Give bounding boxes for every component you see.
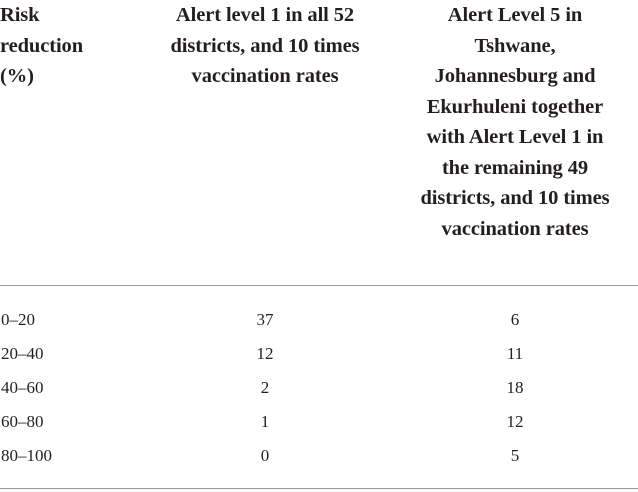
header-line: districts, and 10 times — [420, 187, 610, 209]
cell-alert-5-value: 5 — [510, 446, 520, 465]
header-line: (%) — [0, 65, 34, 87]
header-alert-level-1 — [150, 0, 380, 92]
header-line: vaccination rates — [441, 217, 589, 240]
cell-alert-1-value: 12 — [256, 344, 274, 363]
table-row — [0, 371, 638, 405]
header-line: Tshwane, — [474, 34, 556, 57]
cell-alert-5-value: 18 — [506, 378, 524, 397]
header-line: Ekurhuleni together — [426, 95, 604, 118]
cell-risk-range: 0–20 — [1, 310, 35, 329]
table-row — [0, 439, 638, 473]
cell-alert-5-value: 6 — [510, 310, 520, 329]
table-row — [0, 405, 638, 439]
cell-risk-range: 20–40 — [1, 344, 44, 363]
cell-risk-range: 60–80 — [1, 412, 44, 431]
cell-alert-1-value: 37 — [256, 310, 274, 329]
cell-alert-1-value: 1 — [260, 412, 270, 431]
cell-alert-5-value: 11 — [506, 344, 524, 363]
header-line: districts, and 10 times — [170, 34, 360, 57]
header-line: reduction — [0, 34, 84, 57]
cell-risk-range: 40–60 — [1, 378, 44, 397]
header-divider — [0, 285, 638, 286]
header-risk-reduction — [0, 0, 140, 92]
header-line: Johannesburg and — [434, 65, 596, 87]
header-line: Alert level 1 in all 52 — [175, 4, 355, 26]
header-line: the remaining 49 — [441, 156, 589, 179]
header-line: Alert Level 5 in — [447, 4, 583, 26]
header-line: Risk — [0, 4, 40, 26]
table-row — [0, 337, 638, 371]
table-bottom-rule — [0, 488, 638, 489]
cell-alert-1-value: 2 — [260, 378, 270, 397]
header-line: with Alert Level 1 in — [426, 126, 604, 148]
cell-alert-1-value: 0 — [260, 446, 270, 465]
cell-alert-5-value: 12 — [506, 412, 524, 431]
header-line: vaccination rates — [191, 65, 339, 87]
header-alert-level-5 — [392, 0, 638, 244]
table-row — [0, 303, 638, 337]
cell-risk-range: 80–100 — [1, 446, 52, 465]
